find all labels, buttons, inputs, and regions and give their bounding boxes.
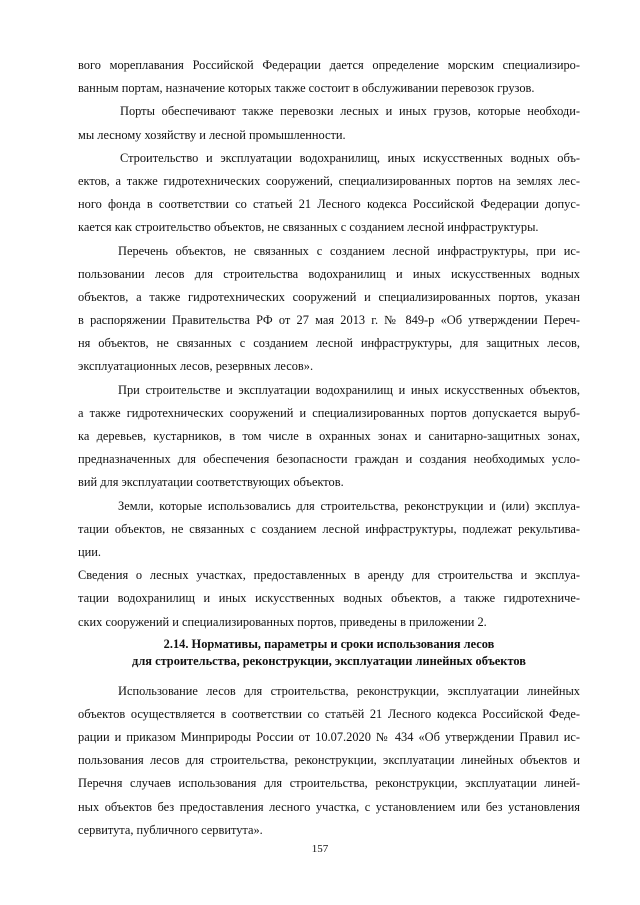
text-line: При строительстве и эксплуатации водохранилищ и иных искусственных объектов, [118,382,580,397]
text-line: а также гидротехнических сооружений и специализированных портов допускается выруб- [78,405,580,420]
text-line: ских сооружений и специализированных портов, приведены в приложении 2. [78,614,487,629]
paragraph-4 [78,240,580,379]
text-line: ного фонда в соответствии со статьей 21 Лесного кодекса Российской Федерации допус- [78,197,580,212]
text-line: Использование лесов для строительства, реконструкции, эксплуатации линейных [118,683,580,698]
text-line: объектов осуществляется в соответствии со статьёй 21 Лесного кодекса Российской Феде- [78,706,580,721]
text-line: вий для эксплуатации соответствующих объектов. [78,475,344,490]
text-line: предназначенных для обеспечения безопасности граждан и создания необходимых усло- [78,452,580,467]
text-line: ванным портам, назначение которых также состоит в обслуживании перевозок грузов. [78,81,535,96]
text-line: пользования лесов для строительства, реконструкции, эксплуатации линейных объектов и [78,753,580,768]
paragraph-2 [78,100,580,146]
section-heading-line-1: 2.14. Нормативы, параметры и сроки использования лесов [163,636,495,651]
text-line: вого мореплавания Российской Федерации дается определение морским специализиро- [78,58,580,72]
text-line: ных объектов без предоставления лесного участка, с установлением или без установления [78,799,580,814]
section-paragraph [78,680,580,842]
text-line: тации водохранилищ и иных искусственных водных объектов, а также гидротехниче- [78,591,580,606]
text-line: тации объектов, не связанных с созданием лесной инфраструктуры, подлежат рекультива- [78,521,580,536]
text-line: Перечень объектов, не связанных с созданием лесной инфраструктуры, при ис- [118,243,580,258]
text-line: объектов, а также гидротехнических сооружений и специализированных портов, указан [78,289,580,304]
paragraph-5 [78,379,580,495]
text-line: эксплуатационных лесов, резервных лесов». [78,359,314,374]
text-line: ции. [78,544,101,559]
text-line: Земли, которые использовались для строительства, реконструкции и (или) эксплуа- [118,498,580,513]
text-line: ня объектов, не связанных с созданием лесной инфраструктуры, для защитных лесов, [78,336,580,351]
text-line: ектов, а также гидротехнических сооружений, специализированных портов на землях лес- [78,173,580,188]
section-heading-line-2: для строительства, реконструкции, эксплуатации линейных объектов [132,653,526,668]
text-line: ка деревьев, кустарников, в том числе в охранных зонах и санитарно-защитных зонах, [78,429,580,443]
document-page [78,54,580,842]
page-number: 157 [311,843,329,855]
text-line: сервитута, публичного сервитута». [78,822,263,837]
paragraph-1 [78,54,580,100]
text-line: Сведения о лесных участках, предоставленных в аренду для строительства и эксплуа- [78,568,580,583]
text-line: пользовании лесов для строительства водохранилищ и иных искусственных водных [78,266,580,281]
text-line: кается как строительство объектов, не связанных с созданием лесной инфраструктуры. [78,220,539,235]
paragraph-3 [78,147,580,240]
text-line: Порты обеспечивают также перевозки лесных и иных грузов, которые необходи- [120,104,580,119]
paragraph-7 [78,564,580,634]
paragraph-6 [78,495,580,565]
text-line: мы лесному хозяйству и лесной промышленности. [78,127,346,142]
text-line: в распоряжении Правительства РФ от 27 мая 2013 г. № 849-р «Об утверждении Переч- [78,313,580,328]
text-line: Перечня случаев использования для строительства, реконструкции, эксплуатации линей- [78,776,580,791]
text-line: Строительство и эксплуатации водохранилищ, иных искусственных водных объ- [120,150,580,165]
text-line: рации и приказом Минприроды России от 10.07.2020 № 434 «Об утверждении Правил ис- [78,730,580,745]
section-heading [78,636,580,670]
